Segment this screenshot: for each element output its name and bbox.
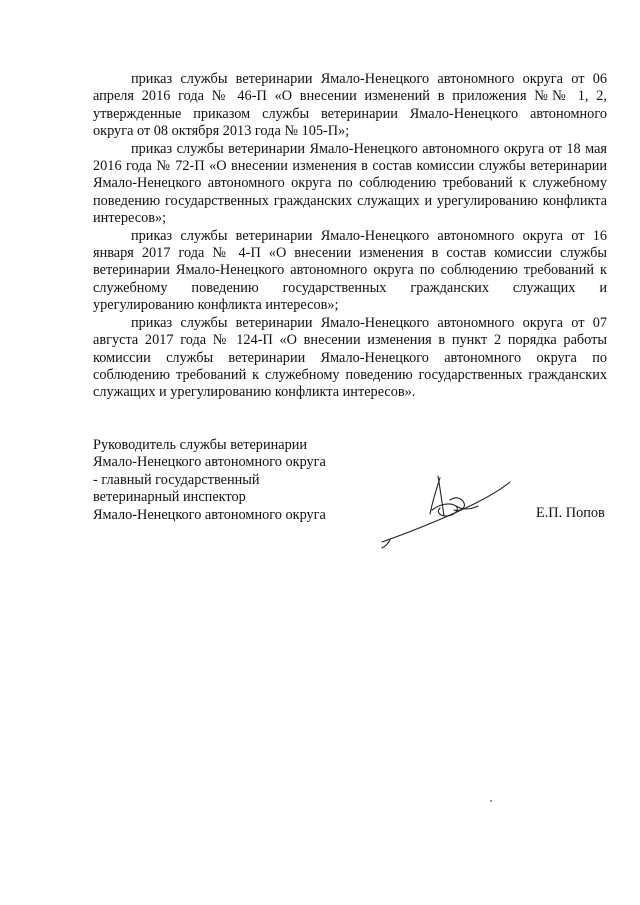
order-list	[93, 71, 607, 402]
scan-artifact	[490, 800, 492, 802]
handwritten-signature	[370, 470, 520, 550]
order-item-2016-46: приказ службы ветеринарии Ямало-Ненецкого автономного округа от 06 апреля 2016 года № 46-П «О внесении изменений в приложения №№ 1, 2, утвержденные приказом службы ветеринарии Ямало-Ненецкого автономного округа от 08 октября 2013 года № 105-П»;	[93, 71, 607, 140]
order-item-2017-124: приказ службы ветеринарии Ямало-Ненецкого автономного округа от 07 августа 2017 года № 124-П «О внесении изменения в пункт 2 порядка работы комиссии службы ветеринарии Ямало-Ненецкого автономного округа по соблюдению требований к служебному поведению государственных гражданских служащих и урегулированию конфликта интересов».	[93, 314, 607, 401]
position-line: Руководитель службы ветеринарии	[93, 437, 308, 453]
position-line: - главный государственный	[93, 471, 260, 488]
position-line: ветеринарный инспектор	[93, 489, 246, 506]
signer-name: Е.П. Попов	[536, 505, 605, 521]
order-item-2016-72: приказ службы ветеринарии Ямало-Ненецкого автономного округа от 18 мая 2016 года № 72-П «О внесении изменения в состав комиссии службы ветеринарии Ямало-Ненецкого автономного округа по соблюдению требований к служебному поведению государственных гражданских служащих и урегулированию конфликта интересов»;	[93, 140, 607, 227]
position-line: Ямало-Ненецкого автономного округа	[93, 506, 326, 523]
order-item-2017-4: приказ службы ветеринарии Ямало-Ненецкого автономного округа от 16 января 2017 года № 4-П «О внесении изменения в состав комиссии службы ветеринарии Ямало-Ненецкого автономного округа по соблюдению требований к служебному поведению государственных гражданских служащих и урегулированию конфликта интересов»;	[93, 227, 607, 314]
signatory-position	[93, 437, 363, 524]
position-line: Ямало-Ненецкого автономного округа	[93, 454, 326, 471]
